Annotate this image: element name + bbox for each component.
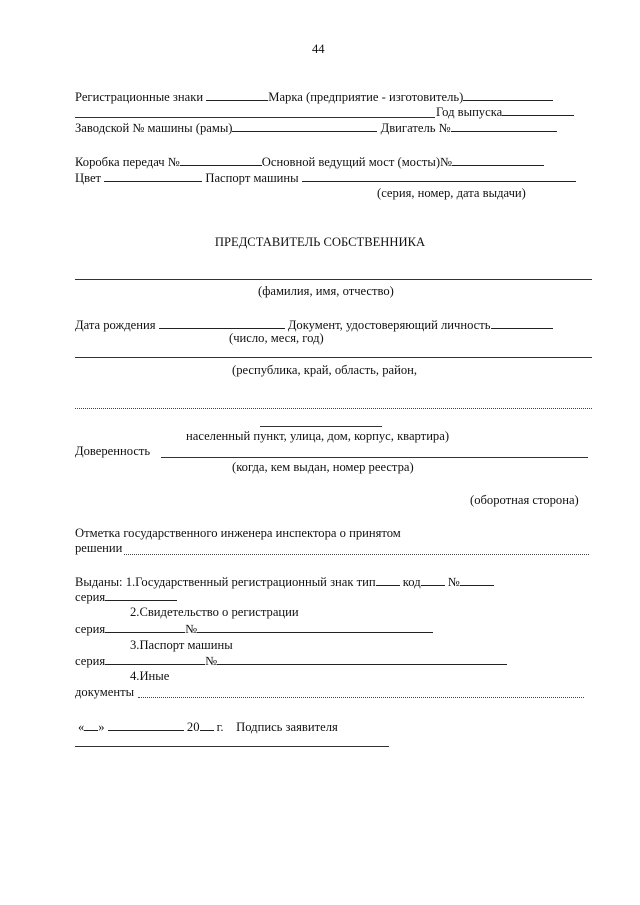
year-field[interactable] — [502, 104, 574, 116]
fio-hint: (фамилия, имя, отчество) — [258, 284, 394, 298]
sign-type-field[interactable] — [376, 574, 400, 586]
documents-label: документы — [75, 685, 135, 699]
sign-number-field[interactable] — [460, 574, 494, 586]
color-label: Цвет Паспорт машины — [75, 170, 576, 186]
passport-field[interactable] — [302, 170, 576, 182]
sign-series-field[interactable] — [105, 589, 177, 601]
main-axle-field[interactable] — [452, 154, 544, 166]
year-suffix-field[interactable] — [200, 719, 214, 731]
make-field[interactable] — [463, 89, 553, 101]
certificate-series-label: серия № — [75, 621, 433, 637]
passport-label: Паспорт машины — [205, 171, 299, 185]
make-field-line[interactable] — [75, 117, 435, 118]
passport-series-field[interactable] — [105, 653, 205, 665]
reg-marks-field[interactable] — [206, 89, 268, 101]
gearbox-label: Коробка передач № Основной ведущий мост (мосты)№ — [75, 154, 544, 170]
day-field[interactable] — [84, 719, 98, 731]
fio-field[interactable] — [75, 279, 592, 280]
certificate-series-field[interactable] — [105, 621, 185, 633]
gearbox-field[interactable] — [180, 154, 262, 166]
color-field[interactable] — [104, 170, 202, 182]
month-field[interactable] — [108, 719, 184, 731]
sign-series-label: серия — [75, 589, 177, 605]
decision-field[interactable] — [124, 554, 589, 555]
code-label: код — [402, 575, 421, 589]
address-field-short[interactable] — [260, 426, 382, 427]
passport-hint: (серия, номер, дата выдачи) — [377, 186, 526, 200]
id-document-field[interactable] — [491, 317, 553, 329]
inspector-line1: Отметка государственного инженера инспектора о принятом — [75, 526, 401, 540]
proxy-hint: (когда, кем выдан, номер реестра) — [232, 460, 414, 474]
birth-date-field[interactable] — [159, 317, 285, 329]
representative-heading: ПРЕДСТАВИТЕЛЬ СОБСТВЕННИКА — [214, 235, 426, 249]
proxy-field[interactable] — [161, 457, 588, 458]
address-field[interactable] — [75, 408, 592, 409]
date-hint: (число, меся, год) — [229, 331, 324, 345]
signature-row: « » 20 г. Подпись заявителя — [78, 720, 338, 734]
signature-label: Подпись заявителя — [236, 720, 338, 734]
page-number: 44 — [312, 42, 325, 56]
id-document-label: Документ, удостоверяющий личность — [287, 318, 491, 332]
engine-field[interactable] — [451, 120, 557, 132]
region-field[interactable] — [75, 357, 592, 358]
signature-field[interactable] — [75, 746, 389, 747]
issued-item4: 4.Иные — [130, 669, 170, 683]
proxy-label: Доверенность — [75, 444, 151, 458]
address-hint: населенный пункт, улица, дом, корпус, квартира) — [186, 429, 450, 443]
reg-marks-label: Регистрационные знаки Марка (предприятие - изготовитель) — [75, 89, 553, 105]
main-axle-label: Основной ведущий мост (мосты)№ — [261, 155, 453, 169]
issued-item3: 3.Паспорт машины — [130, 638, 233, 652]
other-documents-field[interactable] — [138, 697, 584, 698]
issued-item2: 2.Свидетельство о регистрации — [130, 605, 299, 619]
passport-number-field[interactable] — [217, 653, 507, 665]
inspector-line2: решении — [75, 541, 123, 555]
code-field[interactable] — [421, 574, 445, 586]
certificate-number-label: № — [185, 622, 198, 636]
engine-label: Двигатель № — [380, 121, 451, 135]
year-label: Год выпуска — [436, 104, 574, 120]
region-hint: (республика, край, область, район, — [232, 363, 418, 377]
birth-date-label: Дата рождения Документ, удостоверяющий личность — [75, 317, 553, 333]
certificate-number-field[interactable] — [197, 621, 433, 633]
serial-number-label: Заводской № машины (рамы) Двигатель № — [75, 120, 557, 136]
passport-series-label: серия № — [75, 653, 507, 669]
issued-item1: Выданы: 1.Государственный регистрационный знак тип код № — [75, 574, 494, 590]
serial-number-field[interactable] — [232, 120, 377, 132]
reverse-side-label: (оборотная сторона) — [470, 493, 579, 507]
make-label: Марка (предприятие - изготовитель) — [268, 90, 464, 104]
sign-number-label: № — [447, 575, 460, 589]
passport-number-label: № — [205, 654, 218, 668]
